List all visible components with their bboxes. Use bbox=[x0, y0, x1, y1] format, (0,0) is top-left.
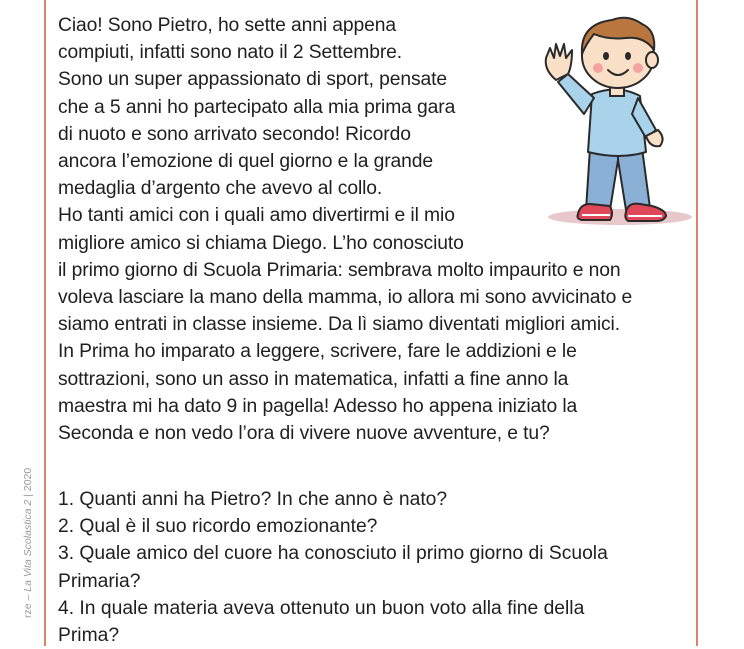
story-line: maestra mi ha dato 9 in pagella! Adesso ho appena iniziato la bbox=[58, 395, 578, 417]
waving-hand bbox=[546, 44, 572, 80]
waving-boy-illustration bbox=[528, 10, 700, 234]
story-line: In Prima ho imparato a leggere, scrivere, fare le addizioni e le bbox=[58, 341, 577, 363]
questions-list bbox=[58, 486, 690, 649]
side-credit: rze – La Vita Scolastica 2 | 2020 bbox=[22, 467, 34, 618]
story-line: Seconda e non vedo l’ora di vivere nuove avventure, e tu? bbox=[58, 423, 550, 445]
story-line: medaglia d’argento che avevo al collo. bbox=[58, 178, 383, 200]
story-line: sottrazioni, sono un asso in matematica, infatti a fine anno la bbox=[58, 368, 569, 390]
right-shoe bbox=[625, 204, 666, 221]
ground-shadow bbox=[548, 209, 692, 225]
question-line: Prima? bbox=[58, 625, 120, 647]
story-line: ancora l’emozione di quel giorno e la grande bbox=[58, 151, 434, 173]
raised-arm bbox=[558, 74, 594, 114]
story-line: Ho tanti amici con i quali amo divertirmi e il mio bbox=[58, 205, 455, 227]
question-line: 4. In quale materia aveva ottenuto un buon voto alla fine della bbox=[58, 597, 585, 619]
question-line: 1. Quanti anni ha Pietro? In che anno è nato? bbox=[58, 489, 448, 510]
story-line: migliore amico si chiama Diego. L’ho conosciuto bbox=[58, 232, 464, 254]
left-eye bbox=[603, 52, 609, 60]
story-line: che a 5 anni ho partecipato alla mia prima gara bbox=[58, 96, 456, 118]
story-line: siamo entrati in classe insieme. Da lì siamo diventati migliori amici. bbox=[58, 314, 620, 336]
story-line: di nuoto e sono arrivato secondo! Ricordo bbox=[58, 123, 411, 145]
right-eye bbox=[625, 52, 631, 60]
story-line: il primo giorno di Scuola Primaria: sembrava molto impaurito e non bbox=[58, 259, 621, 281]
story-line: compiuti, infatti sono nato il 2 Settembre. bbox=[58, 42, 403, 64]
story-line: voleva lasciare la mano della mamma, io allora mi sono avvicinato e bbox=[58, 287, 633, 309]
question-line: 3. Quale amico del cuore ha conosciuto il primo giorno di Scuola bbox=[58, 543, 608, 565]
story-line: Ciao! Sono Pietro, ho sette anni appena bbox=[58, 15, 397, 36]
question-line: 2. Qual è il suo ricordo emozionante? bbox=[58, 516, 378, 538]
story-line: Sono un super appassionato di sport, pensate bbox=[58, 69, 448, 91]
question-line: Primaria? bbox=[58, 570, 141, 592]
left-shoe bbox=[578, 204, 613, 220]
